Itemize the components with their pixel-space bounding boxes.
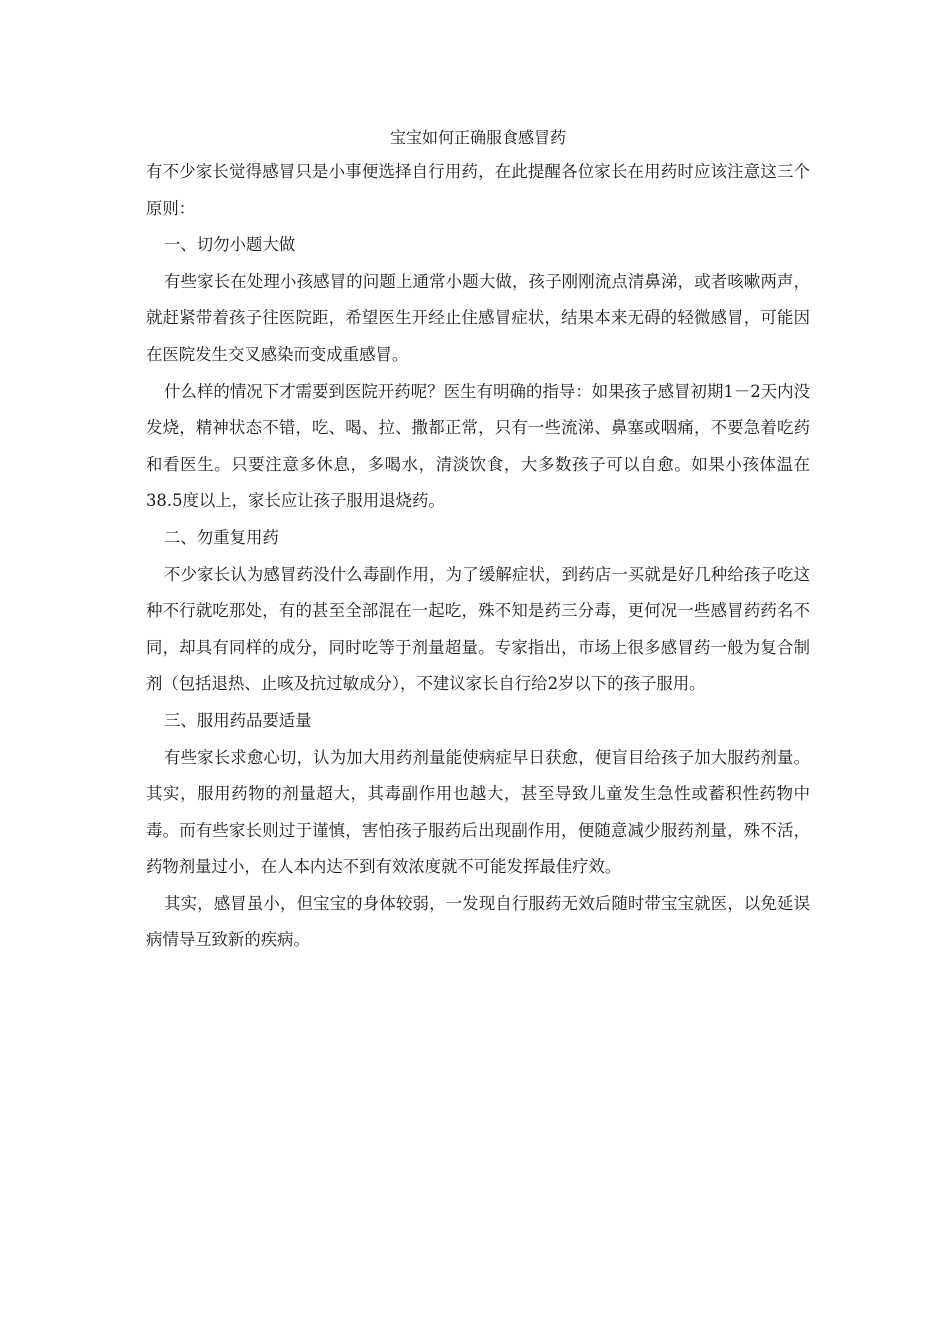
paragraph: 有些家长在处理小孩感冒的问题上通常小题大做，孩子刚刚流点清鼻涕，或者咳嗽两声，就赶紧带着孩子往医院距，希望医生开经止住感冒症状，结果本来无碍的轻微感冒，可能因在医院发生交叉感染而变成重感冒。	[146, 271, 810, 364]
section-heading-1: 一、切勿小题大做	[164, 235, 296, 255]
paragraph: 什么样的情况下才需要到医院开药呢？医生有明确的指导：如果孩子感冒初期1－2天内没发烧，精神状态不错，吃、喝、拉、撒都正常，只有一些流涕、鼻塞或咽痛，不要急着吃药和看医生。只要注意多休息，多喝水，清淡饮食，大多数孩子可以自愈。如果小孩体温在38.5度以上，家长应让孩子服用退烧药。	[146, 381, 810, 511]
paragraph-conclusion: 其实，感冒虽小，但宝宝的身体较弱，一发现自行服药无效后随时带宝宝就医，以免延误病情导互致新的疾病。	[146, 893, 810, 950]
paragraph: 不少家长认为感冒药没什么毒副作用，为了缓解症状，到药店一买就是好几种给孩子吃这种不行就吃那处，有的甚至全部混在一起吃，殊不知是药三分毒，更何况一些感冒药药名不同，却具有同样的成分，同时吃等于剂量超量。专家指出，市场上很多感冒药一般为复合制剂（包括退热、止咳及抗过敏成分），不建议家长自行给2岁以下的孩子服用。	[146, 564, 810, 694]
document-page	[146, 122, 810, 959]
section-heading-2: 二、勿重复用药	[164, 527, 279, 547]
section-heading-3: 三、服用药品要适量	[164, 710, 312, 730]
paragraph: 有些家长求愈心切，认为加大用药剂量能使病症早日获愈，便盲目给孩子加大服药剂量。其实，服用药物的剂量超大，其毒副作用也越大，甚至导致儿童发生急性或蓄积性药物中毒。而有些家长则过于谨慎，害怕孩子服药后出现副作用，便随意减少服药剂量，殊不活，药物剂量过小，在人本内达不到有效浓度就不可能发挥最佳疗效。	[146, 747, 810, 877]
document-body	[146, 154, 810, 959]
document-title: 宝宝如何正确服食感冒药	[389, 128, 566, 147]
paragraph-intro: 有不少家长觉得感冒只是小事便选择自行用药，在此提醒各位家长在用药时应该注意这三个原则：	[146, 162, 810, 218]
